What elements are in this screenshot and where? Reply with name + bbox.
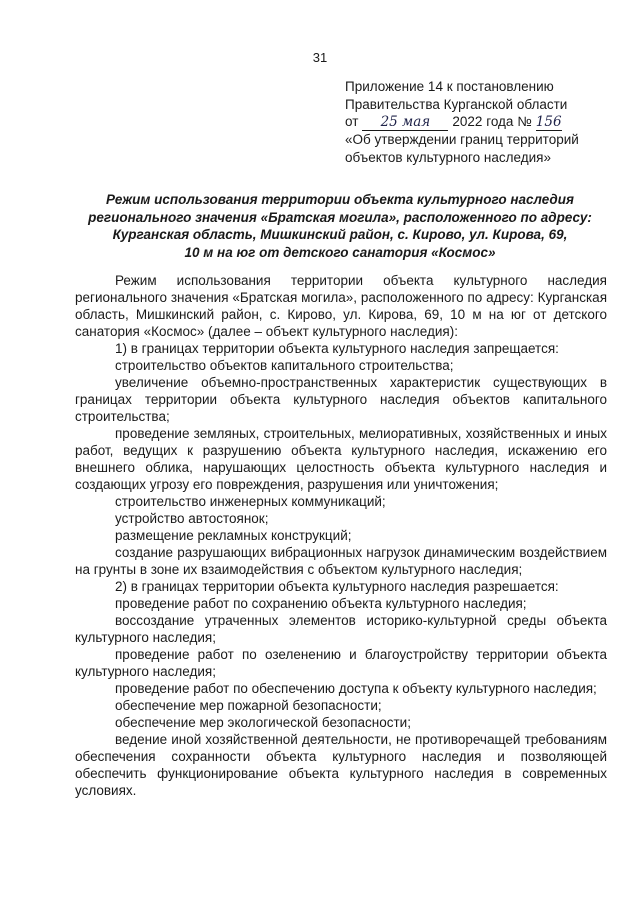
appendix-year: 2022 года (452, 114, 514, 129)
paragraph: обеспечение мер экологической безопасности; (115, 715, 411, 730)
paragraph: создание разрушающих вибрационных нагрузок динамическим воздействием на грунты в зоне их взаимодействия с объектом культурного наследия; (75, 545, 607, 577)
paragraph: увеличение объемно-пространственных характеристик существующих в границах территории объекта культурного наследия объектов капитального строительства; (75, 375, 607, 424)
title-line-4: 10 м на юг от детского санатория «Космос» (184, 244, 496, 260)
appendix-header (345, 78, 635, 166)
document-body (75, 272, 607, 799)
appendix-line-4: «Об утверждении границ территорий (345, 132, 579, 147)
paragraph: строительство инженерных коммуникаций; (115, 494, 386, 509)
paragraph: ведение иной хозяйственной деятельности, не противоречащей требованиям обеспечения сохранности объекта культурного наследия и позволяющей обеспечить функционирование объекта культурного наследия в современных условиях. (75, 732, 607, 798)
paragraph: устройство автостоянок; (115, 511, 269, 526)
paragraph: проведение земляных, строительных, мелиоративных, хозяйственных и иных работ, ведущих к разрушению объекта культурного наследия, искажению его внешнего облика, нарушающих целостность объекта культурного наследия и создающих угрозу его повреждения, разрушения или уничтожения; (75, 426, 607, 492)
paragraph: 1) в границах территории объекта культурного наследия запрещается: (115, 341, 559, 356)
document-title (70, 191, 610, 261)
appendix-line-1: Приложение 14 к постановлению (345, 79, 554, 94)
appendix-from-label: от (345, 114, 359, 129)
title-line-2: регионального значения «Братская могила», расположенного по адресу: (88, 209, 592, 225)
paragraph: проведение работ по обеспечению доступа к объекту культурного наследия; (115, 681, 597, 696)
appendix-line-5: объектов культурного наследия» (345, 149, 551, 165)
paragraph: проведение работ по озеленению и благоустройству территории объекта культурного наследия; (75, 647, 607, 679)
appendix-number-label: № (517, 114, 532, 129)
appendix-date-line (345, 113, 635, 131)
title-line-3: Курганская область, Мишкинский район, с. Кирово, ул. Кирова, 69, (112, 227, 568, 242)
appendix-line-2: Правительства Курганской области (345, 96, 568, 112)
paragraph: обеспечение мер пожарной безопасности; (115, 698, 382, 713)
paragraph: 2) в границах территории объекта культурного наследия разрешается: (115, 579, 559, 594)
paragraph: размещение рекламных конструкций; (115, 528, 352, 543)
paragraph: Режим использования территории объекта культурного наследия регионального значения «Братская могила», расположенного по адресу: Курганская область, Мишкинский район, с. Кирово, ул. Кирова, 69, 10 м на юг от детского санатория «Космос» (далее – объект культурного наследия): (75, 273, 607, 339)
paragraph: воссоздание утраченных элементов историко-культурной среды объекта культурного наследия; (75, 613, 607, 645)
handwritten-number: 156 (535, 114, 562, 130)
handwritten-date: 25 мая (362, 115, 448, 131)
page-number: 31 (312, 50, 328, 65)
title-line-1: Режим использования территории объекта культурного наследия (106, 192, 574, 207)
paragraph: строительство объектов капитального строительства; (115, 358, 454, 373)
paragraph: проведение работ по сохранению объекта культурного наследия; (115, 596, 527, 611)
